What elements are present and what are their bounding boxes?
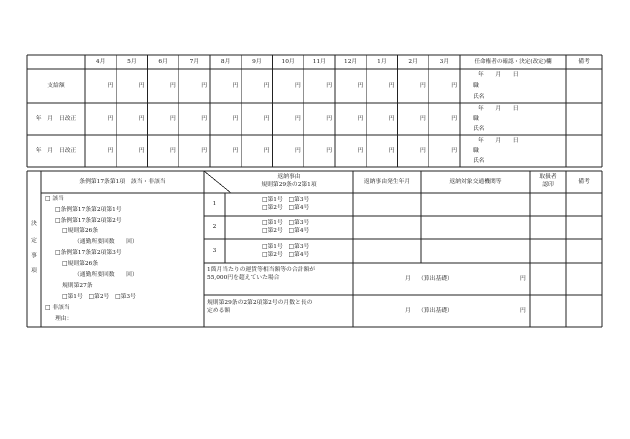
handler-header-seal: 認印 bbox=[542, 181, 554, 188]
yen-unit: 円 bbox=[326, 82, 332, 89]
yen-unit: 円 bbox=[169, 115, 176, 122]
yen-unit: 円 bbox=[419, 115, 426, 122]
row-label: 支給額 bbox=[47, 82, 65, 89]
yen-unit: 円 bbox=[232, 147, 239, 154]
month-header: 3月 bbox=[439, 58, 450, 65]
yen-unit: 円 bbox=[107, 82, 114, 89]
month-header: 4月 bbox=[95, 58, 106, 65]
handler-header: 取扱者 bbox=[539, 173, 557, 180]
yen-unit: 円 bbox=[263, 115, 270, 122]
reason-checkboxes-1: □第1号 □第3号 bbox=[262, 197, 310, 203]
yen-unit: 円 bbox=[388, 82, 395, 89]
yen-unit: 円 bbox=[357, 147, 364, 154]
month-unit: 月 bbox=[405, 275, 411, 282]
reason-checkboxes-2: □第2号 □第4号 bbox=[262, 251, 310, 258]
position-label: 職 bbox=[473, 115, 479, 122]
yen-unit: 円 bbox=[138, 115, 145, 122]
yen-unit: 円 bbox=[357, 82, 364, 89]
yen-unit: 円 bbox=[232, 115, 239, 122]
yen-unit: 円 bbox=[357, 115, 364, 122]
yen-unit: 円 bbox=[263, 147, 270, 154]
condition-line: □第1号 □第2号 □第3号 bbox=[62, 293, 136, 300]
yen-unit: 円 bbox=[107, 115, 114, 122]
month-header: 8月 bbox=[220, 58, 231, 65]
date-label: 年 月 日 bbox=[478, 137, 519, 144]
condition-line: □ 非該当 bbox=[45, 304, 70, 311]
calc-basis-label: （算出基礎） bbox=[418, 307, 453, 314]
month-header: 5月 bbox=[127, 58, 137, 65]
yen-unit: 円 bbox=[107, 147, 114, 154]
month-header: 1月 bbox=[377, 58, 387, 65]
yen-unit: 円 bbox=[419, 147, 426, 154]
yen-unit: 円 bbox=[520, 307, 526, 314]
month-header: 6月 bbox=[158, 58, 168, 65]
side-label-char: 定 bbox=[31, 237, 37, 244]
month-unit: 月 bbox=[405, 307, 411, 314]
yen-unit: 円 bbox=[451, 115, 457, 122]
reason-checkboxes-1: □第1号 □第3号 bbox=[262, 220, 310, 226]
yen-unit: 円 bbox=[294, 147, 301, 154]
note-1-line-1: 1箇月当たりの運賃等相当額等の合計額が bbox=[207, 266, 316, 273]
yen-unit: 円 bbox=[294, 115, 301, 122]
condition-line: （通勤所要回数 回） bbox=[74, 238, 138, 245]
note-2-line-1: 規則第29条の2第2項第2号の月数と長の bbox=[207, 299, 313, 306]
yen-unit: 円 bbox=[169, 147, 176, 154]
yen-unit: 円 bbox=[232, 82, 239, 89]
remarks-header: 備考 bbox=[578, 58, 590, 65]
reason-row-number: 3 bbox=[212, 247, 217, 254]
yen-unit: 円 bbox=[520, 275, 526, 282]
condition-line: □条例第17条第2項第2号 bbox=[55, 217, 122, 224]
yen-unit: 円 bbox=[201, 82, 207, 89]
month-header: 10月 bbox=[281, 58, 295, 65]
confirm-header: 任命権者の確認・決定(改定)欄 bbox=[474, 58, 552, 65]
yen-unit: 円 bbox=[201, 115, 207, 122]
reason-row-number: 1 bbox=[212, 201, 217, 207]
date-label: 年 月 日 bbox=[478, 71, 519, 78]
yen-unit: 円 bbox=[451, 147, 457, 154]
yen-unit: 円 bbox=[388, 115, 395, 122]
note-2-line-2: 定める額 bbox=[207, 307, 231, 314]
yen-unit: 円 bbox=[138, 82, 145, 89]
name-label: 氏名 bbox=[473, 157, 485, 164]
agency-header: 返納対象交通機関等 bbox=[449, 178, 502, 185]
side-label-char: 項 bbox=[31, 267, 37, 274]
reason-checkboxes-2: □第2号 □第4号 bbox=[262, 205, 310, 211]
note-1-line-2: 55,000円を超えていた場合 bbox=[207, 274, 280, 281]
reason-checkboxes-2: □第2号 □第4号 bbox=[262, 228, 310, 234]
condition-line: □規則第26条 bbox=[62, 260, 99, 267]
reason-row-number: 2 bbox=[212, 224, 217, 230]
yen-unit: 円 bbox=[169, 82, 176, 89]
position-label: 職 bbox=[473, 82, 479, 89]
reason-header: 返納事由 bbox=[277, 173, 301, 180]
month-header: 11月 bbox=[312, 58, 326, 65]
condition-header: 条例第17条第1項 該当・非該当 bbox=[79, 178, 166, 185]
yen-unit: 円 bbox=[201, 147, 207, 154]
condition-line: 規則第27条 bbox=[62, 282, 93, 289]
calc-basis-label: （算出基礎） bbox=[418, 275, 453, 282]
row-label: 年 月 日改正 bbox=[35, 115, 77, 122]
name-label: 氏名 bbox=[473, 93, 485, 100]
yen-unit: 円 bbox=[263, 82, 270, 89]
row-label: 年 月 日改正 bbox=[35, 147, 77, 154]
condition-line: 理由： bbox=[55, 315, 73, 322]
yen-unit: 円 bbox=[419, 82, 426, 89]
yen-unit: 円 bbox=[294, 82, 301, 89]
name-label: 氏名 bbox=[473, 125, 485, 132]
month-header: 12月 bbox=[344, 58, 358, 65]
month-header: 9月 bbox=[252, 58, 262, 65]
condition-line: □規則第26条 bbox=[62, 227, 99, 234]
yen-unit: 円 bbox=[451, 82, 457, 89]
position-label: 職 bbox=[473, 147, 479, 154]
yen-unit: 円 bbox=[138, 147, 145, 154]
condition-line: （通勤所要回数 回） bbox=[74, 271, 138, 278]
condition-line: □ 該当 bbox=[45, 195, 64, 202]
yen-unit: 円 bbox=[326, 115, 332, 122]
month-header: 2月 bbox=[408, 58, 418, 65]
condition-line: □条例第17条第2項第3号 bbox=[55, 249, 122, 256]
reason-checkboxes-1: □第1号 □第3号 bbox=[262, 243, 310, 250]
month-header: 7月 bbox=[189, 58, 200, 65]
date-label: 年 月 日 bbox=[478, 105, 519, 112]
yen-unit: 円 bbox=[326, 147, 332, 154]
side-label-char: 事 bbox=[31, 252, 37, 259]
side-label-char: 決 bbox=[31, 220, 37, 227]
bottom-remarks-header: 備考 bbox=[578, 178, 590, 185]
date-header: 返納事由発生年月 bbox=[363, 178, 411, 185]
condition-line: □条例第17条第2項第1号 bbox=[55, 206, 122, 213]
reason-header-rule: 規則第29条の2第1項 bbox=[261, 181, 317, 188]
yen-unit: 円 bbox=[388, 147, 395, 154]
